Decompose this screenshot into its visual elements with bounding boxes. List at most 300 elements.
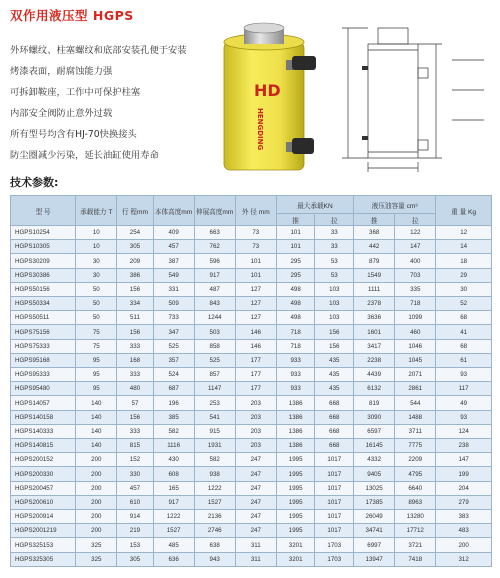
cell-stroke: 480: [117, 382, 153, 396]
cell-oil-push: 3636: [354, 311, 395, 325]
cell-stroke: 209: [117, 254, 153, 268]
cell-closed-height: 357: [153, 353, 194, 367]
cell-model: HGPS200330: [11, 467, 76, 481]
cell-model: HGPS95480: [11, 382, 76, 396]
hydraulic-cylinder-image: [222, 20, 490, 178]
cell-pull: 435: [315, 368, 354, 382]
cell-weight: 147: [436, 453, 492, 467]
svg-text:HD: HD: [254, 81, 281, 100]
cell-oil-push: 6597: [354, 424, 395, 438]
cell-oil-push: 9405: [354, 467, 395, 481]
cell-push: 295: [276, 268, 315, 282]
cell-model: HGPS2001219: [11, 524, 76, 538]
cell-pull: 1703: [315, 552, 354, 566]
table-row: [11, 282, 492, 296]
cell-model: HGPS10305: [11, 240, 76, 254]
cell-oil-push: 3417: [354, 339, 395, 353]
cell-closed-height: 525: [153, 339, 194, 353]
table-row: [11, 268, 492, 282]
cell-outer-dia: 203: [235, 396, 276, 410]
cell-push: 1386: [276, 396, 315, 410]
header-capacity: 承载能力 T: [76, 196, 117, 226]
cell-capacity: 75: [76, 325, 117, 339]
cell-pull: 33: [315, 226, 354, 240]
table-row: [11, 552, 492, 566]
cell-closed-height: 457: [153, 240, 194, 254]
spec-table-container: [10, 195, 492, 567]
table-row: [11, 524, 492, 538]
header-weight: 重 量 Kg: [436, 196, 492, 226]
cell-push: 933: [276, 368, 315, 382]
cell-extended-height: 1527: [194, 495, 235, 509]
table-row: [11, 510, 492, 524]
cell-extended-height: 582: [194, 453, 235, 467]
cell-weight: 93: [436, 368, 492, 382]
cell-weight: 200: [436, 538, 492, 552]
feature-item: 外环螺纹、柱塞螺纹和底部安装孔便于安装: [10, 45, 187, 56]
cell-weight: 93: [436, 410, 492, 424]
cell-weight: 52: [436, 297, 492, 311]
header-stroke: 行 程mm: [117, 196, 153, 226]
table-row: [11, 254, 492, 268]
cell-extended-height: 1147: [194, 382, 235, 396]
cell-outer-dia: 247: [235, 481, 276, 495]
cell-closed-height: 387: [153, 254, 194, 268]
cell-pull: 668: [315, 410, 354, 424]
cell-closed-height: 347: [153, 325, 194, 339]
cell-pull: 156: [315, 325, 354, 339]
cell-extended-height: 525: [194, 353, 235, 367]
cell-push: 1995: [276, 467, 315, 481]
cell-weight: 18: [436, 254, 492, 268]
cell-outer-dia: 146: [235, 339, 276, 353]
cell-extended-height: 1222: [194, 481, 235, 495]
cell-push: 1995: [276, 524, 315, 538]
cell-extended-height: 2746: [194, 524, 235, 538]
cell-oil-pull: 2071: [395, 368, 436, 382]
cell-model: HGPS140333: [11, 424, 76, 438]
cell-push: 1995: [276, 453, 315, 467]
svg-text:HENGDING: HENGDING: [256, 108, 264, 151]
cell-stroke: 168: [117, 353, 153, 367]
cell-closed-height: 636: [153, 552, 194, 566]
cell-outer-dia: 177: [235, 382, 276, 396]
cell-oil-push: 16145: [354, 439, 395, 453]
cell-closed-height: 582: [153, 424, 194, 438]
cell-capacity: 50: [76, 311, 117, 325]
table-row: [11, 453, 492, 467]
cell-oil-pull: 400: [395, 254, 436, 268]
cell-oil-push: 6132: [354, 382, 395, 396]
cell-pull: 1703: [315, 538, 354, 552]
cell-extended-height: 487: [194, 282, 235, 296]
cell-outer-dia: 101: [235, 268, 276, 282]
header-closed-height: 本体高度mm: [153, 196, 194, 226]
cell-extended-height: 938: [194, 467, 235, 481]
cell-oil-push: 3090: [354, 410, 395, 424]
cell-pull: 1017: [315, 453, 354, 467]
spec-table: [10, 195, 492, 567]
section-title: 技术参数:: [10, 176, 59, 189]
cell-stroke: 511: [117, 311, 153, 325]
cell-oil-pull: 3721: [395, 538, 436, 552]
cell-pull: 435: [315, 382, 354, 396]
cell-capacity: 95: [76, 382, 117, 396]
cell-capacity: 50: [76, 282, 117, 296]
cell-oil-pull: 1045: [395, 353, 436, 367]
cell-capacity: 95: [76, 368, 117, 382]
cell-outer-dia: 247: [235, 510, 276, 524]
cell-oil-pull: 544: [395, 396, 436, 410]
cell-pull: 1017: [315, 495, 354, 509]
cell-stroke: 156: [117, 282, 153, 296]
cell-capacity: 30: [76, 254, 117, 268]
table-row: [11, 382, 492, 396]
table-row: [11, 424, 492, 438]
cell-closed-height: 608: [153, 467, 194, 481]
cell-outer-dia: 247: [235, 524, 276, 538]
cell-outer-dia: 177: [235, 353, 276, 367]
cell-weight: 41: [436, 325, 492, 339]
cell-stroke: 333: [117, 339, 153, 353]
cell-closed-height: 331: [153, 282, 194, 296]
cell-extended-height: 762: [194, 240, 235, 254]
cell-outer-dia: 203: [235, 410, 276, 424]
cell-weight: 124: [436, 424, 492, 438]
header-model: 型 号: [11, 196, 76, 226]
cell-pull: 1017: [315, 524, 354, 538]
cell-stroke: 386: [117, 268, 153, 282]
cell-capacity: 200: [76, 453, 117, 467]
cell-oil-push: 17385: [354, 495, 395, 509]
cell-push: 1995: [276, 481, 315, 495]
cell-weight: 68: [436, 339, 492, 353]
feature-item: 所有型号均含有HJ-70快换接头: [10, 129, 137, 140]
cell-outer-dia: 203: [235, 439, 276, 453]
table-row: [11, 325, 492, 339]
cell-model: HGPS140158: [11, 410, 76, 424]
cell-stroke: 156: [117, 325, 153, 339]
cell-extended-height: 857: [194, 368, 235, 382]
cell-oil-push: 26049: [354, 510, 395, 524]
cell-oil-push: 13947: [354, 552, 395, 566]
cell-oil-push: 1601: [354, 325, 395, 339]
cell-pull: 103: [315, 282, 354, 296]
table-row: [11, 481, 492, 495]
cell-extended-height: 541: [194, 410, 235, 424]
cell-extended-height: 503: [194, 325, 235, 339]
cell-capacity: 50: [76, 297, 117, 311]
cell-outer-dia: 247: [235, 467, 276, 481]
cell-pull: 53: [315, 254, 354, 268]
cell-oil-pull: 1099: [395, 311, 436, 325]
cell-oil-pull: 13280: [395, 510, 436, 524]
table-row: [11, 495, 492, 509]
feature-item: 烤漆表面，耐腐蚀能力强: [10, 66, 113, 77]
cell-closed-height: 687: [153, 382, 194, 396]
cell-closed-height: 549: [153, 268, 194, 282]
cell-pull: 1017: [315, 481, 354, 495]
cell-oil-push: 13025: [354, 481, 395, 495]
cell-extended-height: 638: [194, 538, 235, 552]
cell-oil-push: 1549: [354, 268, 395, 282]
cell-stroke: 219: [117, 524, 153, 538]
cell-weight: 199: [436, 467, 492, 481]
cell-push: 718: [276, 339, 315, 353]
cell-push: 1995: [276, 495, 315, 509]
cell-stroke: 152: [117, 453, 153, 467]
cell-outer-dia: 127: [235, 311, 276, 325]
cell-extended-height: 917: [194, 268, 235, 282]
cell-extended-height: 858: [194, 339, 235, 353]
cell-pull: 33: [315, 240, 354, 254]
cell-outer-dia: 127: [235, 297, 276, 311]
table-row: [11, 368, 492, 382]
cell-closed-height: 409: [153, 226, 194, 240]
cell-push: 1386: [276, 424, 315, 438]
cell-weight: 12: [436, 226, 492, 240]
cell-pull: 1017: [315, 510, 354, 524]
cell-capacity: 200: [76, 524, 117, 538]
cell-oil-push: 4439: [354, 368, 395, 382]
cell-push: 933: [276, 353, 315, 367]
cell-push: 101: [276, 226, 315, 240]
cell-oil-pull: 2861: [395, 382, 436, 396]
cell-stroke: 305: [117, 552, 153, 566]
cell-extended-height: 915: [194, 424, 235, 438]
cell-oil-pull: 17712: [395, 524, 436, 538]
cell-capacity: 200: [76, 495, 117, 509]
cell-weight: 49: [436, 396, 492, 410]
table-row: [11, 353, 492, 367]
cell-weight: 30: [436, 282, 492, 296]
cell-capacity: 200: [76, 481, 117, 495]
cell-oil-pull: 8963: [395, 495, 436, 509]
spec-table-body: [11, 226, 492, 567]
cell-closed-height: 917: [153, 495, 194, 509]
cell-stroke: 153: [117, 538, 153, 552]
cell-model: HGPS30386: [11, 268, 76, 282]
cell-model: HGPS50334: [11, 297, 76, 311]
cell-outer-dia: 101: [235, 254, 276, 268]
table-row: [11, 240, 492, 254]
cell-oil-pull: 2209: [395, 453, 436, 467]
cell-capacity: 30: [76, 268, 117, 282]
header-oil-push: 推: [354, 214, 395, 226]
cell-closed-height: 524: [153, 368, 194, 382]
header-outer-dia: 外 径 mm: [235, 196, 276, 226]
cell-capacity: 10: [76, 226, 117, 240]
cell-push: 1386: [276, 439, 315, 453]
cell-pull: 103: [315, 297, 354, 311]
cell-weight: 204: [436, 481, 492, 495]
cell-closed-height: 733: [153, 311, 194, 325]
cell-weight: 117: [436, 382, 492, 396]
cell-outer-dia: 146: [235, 325, 276, 339]
cell-stroke: 457: [117, 481, 153, 495]
cell-capacity: 200: [76, 510, 117, 524]
cell-push: 3201: [276, 538, 315, 552]
cell-oil-push: 879: [354, 254, 395, 268]
cell-closed-height: 485: [153, 538, 194, 552]
cell-push: 1995: [276, 510, 315, 524]
cell-closed-height: 1222: [153, 510, 194, 524]
cell-model: HGPS200914: [11, 510, 76, 524]
cell-stroke: 333: [117, 424, 153, 438]
header-oil-capacity: 液压油容量 cm³: [354, 196, 436, 214]
cell-capacity: 10: [76, 240, 117, 254]
cell-outer-dia: 311: [235, 538, 276, 552]
cell-push: 933: [276, 382, 315, 396]
cell-oil-pull: 703: [395, 268, 436, 282]
cell-capacity: 325: [76, 538, 117, 552]
cell-oil-pull: 335: [395, 282, 436, 296]
cell-push: 718: [276, 325, 315, 339]
cell-push: 498: [276, 282, 315, 296]
cell-stroke: 334: [117, 297, 153, 311]
cell-weight: 29: [436, 268, 492, 282]
cell-pull: 668: [315, 424, 354, 438]
cell-weight: 238: [436, 439, 492, 453]
table-row: [11, 297, 492, 311]
cell-weight: 279: [436, 495, 492, 509]
cell-weight: 383: [436, 510, 492, 524]
cell-outer-dia: 127: [235, 282, 276, 296]
cell-closed-height: 1116: [153, 439, 194, 453]
cell-push: 3201: [276, 552, 315, 566]
cell-extended-height: 2136: [194, 510, 235, 524]
cell-push: 1386: [276, 410, 315, 424]
cell-outer-dia: 73: [235, 240, 276, 254]
cell-model: HGPS10254: [11, 226, 76, 240]
feature-item: 内部安全阀防止意外过载: [10, 108, 113, 119]
cell-pull: 668: [315, 396, 354, 410]
cell-capacity: 140: [76, 396, 117, 410]
cell-stroke: 330: [117, 467, 153, 481]
cell-model: HGPS325305: [11, 552, 76, 566]
cell-closed-height: 165: [153, 481, 194, 495]
cell-model: HGPS95333: [11, 368, 76, 382]
cell-pull: 435: [315, 353, 354, 367]
table-row: [11, 538, 492, 552]
cell-stroke: 914: [117, 510, 153, 524]
cell-extended-height: 843: [194, 297, 235, 311]
cell-stroke: 254: [117, 226, 153, 240]
cell-closed-height: 196: [153, 396, 194, 410]
header-oil-pull: 拉: [395, 214, 436, 226]
cell-capacity: 140: [76, 410, 117, 424]
cell-stroke: 815: [117, 439, 153, 453]
cell-weight: 61: [436, 353, 492, 367]
table-row: [11, 410, 492, 424]
cell-model: HGPS14057: [11, 396, 76, 410]
feature-item: 可拆卸鞍座，工作中可保护柱塞: [10, 87, 141, 98]
cell-extended-height: 253: [194, 396, 235, 410]
cell-oil-push: 1111: [354, 282, 395, 296]
cell-outer-dia: 247: [235, 453, 276, 467]
cell-capacity: 140: [76, 424, 117, 438]
cell-oil-pull: 6640: [395, 481, 436, 495]
cell-oil-push: 2378: [354, 297, 395, 311]
cell-weight: 68: [436, 311, 492, 325]
cell-oil-pull: 3711: [395, 424, 436, 438]
cell-push: 498: [276, 311, 315, 325]
cell-extended-height: 943: [194, 552, 235, 566]
cell-outer-dia: 73: [235, 226, 276, 240]
cell-oil-pull: 1488: [395, 410, 436, 424]
cell-capacity: 95: [76, 353, 117, 367]
cell-outer-dia: 247: [235, 495, 276, 509]
cell-capacity: 325: [76, 552, 117, 566]
cell-outer-dia: 177: [235, 368, 276, 382]
cell-model: HGPS75156: [11, 325, 76, 339]
cell-weight: 14: [436, 240, 492, 254]
cell-model: HGPS140815: [11, 439, 76, 453]
cell-closed-height: 385: [153, 410, 194, 424]
cell-extended-height: 596: [194, 254, 235, 268]
cell-oil-push: 2238: [354, 353, 395, 367]
table-row: [11, 467, 492, 481]
cell-push: 101: [276, 240, 315, 254]
cell-oil-push: 442: [354, 240, 395, 254]
cell-oil-push: 4332: [354, 453, 395, 467]
cell-push: 295: [276, 254, 315, 268]
cell-oil-push: 819: [354, 396, 395, 410]
cell-stroke: 57: [117, 396, 153, 410]
page-title: 双作用液压型 HGPS: [10, 8, 134, 23]
cell-capacity: 140: [76, 439, 117, 453]
header-extended-height: 伸展高度mm: [194, 196, 235, 226]
header-max-force: 最大承载KN: [276, 196, 353, 214]
cell-oil-pull: 1046: [395, 339, 436, 353]
cell-model: HGPS325153: [11, 538, 76, 552]
cell-capacity: 200: [76, 467, 117, 481]
cell-weight: 483: [436, 524, 492, 538]
feature-list: [10, 40, 222, 166]
cell-oil-pull: 7418: [395, 552, 436, 566]
cell-pull: 103: [315, 311, 354, 325]
cell-model: HGPS95168: [11, 353, 76, 367]
cell-oil-pull: 122: [395, 226, 436, 240]
cell-closed-height: 509: [153, 297, 194, 311]
table-row: [11, 396, 492, 410]
cell-extended-height: 663: [194, 226, 235, 240]
cell-capacity: 75: [76, 339, 117, 353]
cell-closed-height: 1527: [153, 524, 194, 538]
cell-pull: 53: [315, 268, 354, 282]
cell-stroke: 156: [117, 410, 153, 424]
table-row: [11, 339, 492, 353]
table-row: [11, 439, 492, 453]
cell-pull: 1017: [315, 467, 354, 481]
cell-extended-height: 1244: [194, 311, 235, 325]
table-row: [11, 311, 492, 325]
table-row: [11, 226, 492, 240]
header-pull: 拉: [315, 214, 354, 226]
cell-weight: 312: [436, 552, 492, 566]
cell-pull: 668: [315, 439, 354, 453]
cell-oil-pull: 718: [395, 297, 436, 311]
cell-extended-height: 1931: [194, 439, 235, 453]
cell-pull: 156: [315, 339, 354, 353]
cell-model: HGPS75333: [11, 339, 76, 353]
cell-oil-push: 34741: [354, 524, 395, 538]
cell-outer-dia: 311: [235, 552, 276, 566]
cell-model: HGPS50511: [11, 311, 76, 325]
cell-oil-pull: 4795: [395, 467, 436, 481]
cell-model: HGPS200610: [11, 495, 76, 509]
feature-item: 防尘圈减少污染，延长油缸使用寿命: [10, 150, 159, 161]
